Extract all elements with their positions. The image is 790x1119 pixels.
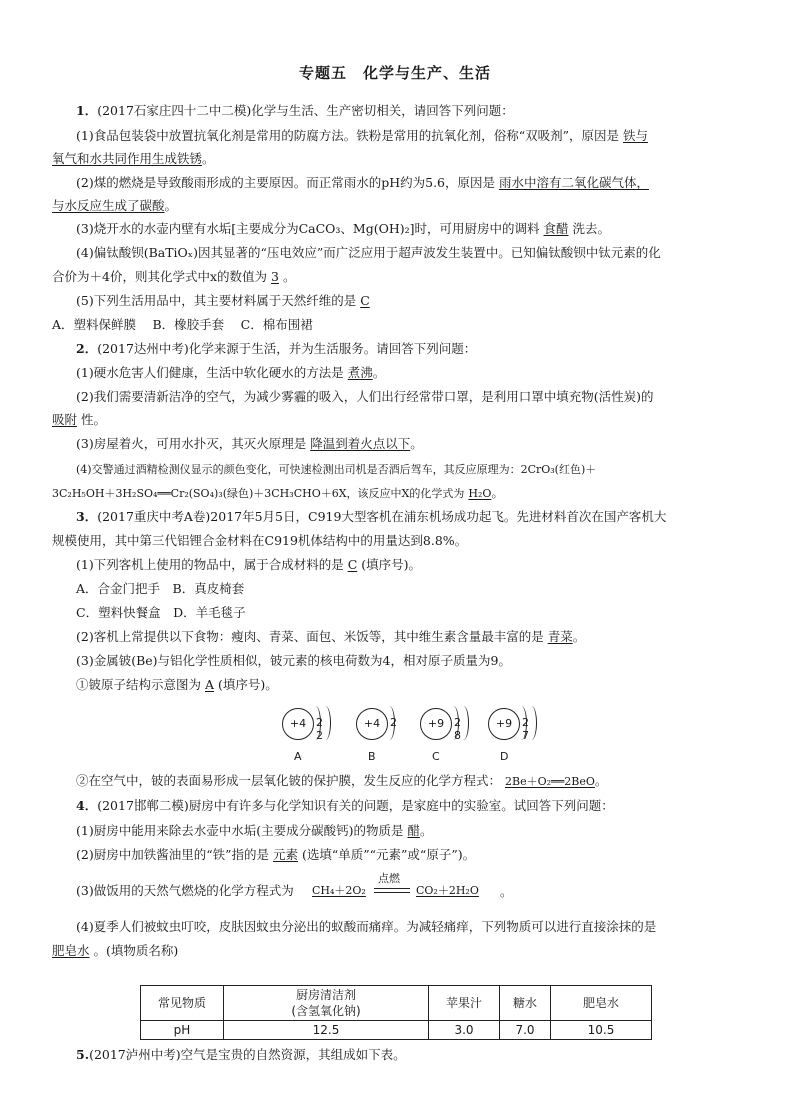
q3-part3: (3)金属铍(Be)与铝化学性质相似，铍元素的核电荷数为4，相对原子质量为9。: [76, 653, 511, 668]
q3-part1: [76, 556, 421, 574]
atom-a-label: A: [294, 750, 302, 763]
q3-part3-sub2: [76, 772, 607, 791]
q2-part2-end: 性。: [81, 412, 107, 427]
q4-part4-line2: [52, 942, 178, 960]
q2-part3-answer: 降温到着火点以下: [310, 436, 411, 451]
atom-d-label: D: [500, 750, 509, 763]
q4-head: (2017邯郸二模)厨房中有许多与化学知识有关的问题，是家庭中的实验室。试回答下列问题：: [97, 798, 614, 813]
q4-part2: [76, 846, 475, 864]
q2-part4-answer: H₂O: [468, 487, 492, 500]
atom-diagram-d: [486, 706, 548, 766]
q1-part3-text: (3)烧开水的水壶内壁有水垢[主要成分为CaCO₃、Mg(OH)₂]时，可用厨房中的调料: [76, 221, 540, 236]
q1-part4-answer: 3: [271, 269, 279, 284]
q4-part2-end: (选填“单质”“元素”或“原子”)。: [301, 847, 476, 862]
atom-b-shells: 2: [390, 716, 400, 729]
q1-part2-answer-a: 雨水中溶有二氧化碳气体，: [498, 175, 649, 190]
q2-part3: [76, 435, 423, 453]
q4-part3-condition: 点燃: [378, 872, 400, 885]
ph-table-header-substance: 常见物质: [141, 986, 224, 1021]
atom-diagram-c: [418, 706, 480, 766]
q1-part1-line2: [52, 150, 215, 168]
q3-part3-sub1-end: (填序号)。: [218, 677, 278, 692]
q2-part3-end: 。: [410, 436, 423, 451]
ph-table-row-label: pH: [141, 1021, 224, 1040]
q1-part4-text: (4)偏钛酸钡(BaTiOₓ)因其显著的“压电效应”而广泛应用于超声波发生装置中。已知偏钛酸钡中钛元素的化: [76, 245, 661, 260]
atom-b-label: B: [368, 750, 376, 763]
q4-part3-text: (3)做饭用的天然气燃烧的化学方程式为: [76, 883, 294, 898]
q4-part3-products: CO₂＋2H₂O: [416, 884, 479, 897]
q1-part2-end: 。: [164, 198, 178, 213]
q3-part2: [76, 628, 585, 646]
q1-part4-line1: [76, 244, 661, 262]
q4-part1: [76, 822, 432, 840]
q4-part2-answer: 元素: [272, 847, 298, 862]
atom-d-nucleus: +9: [488, 708, 520, 740]
ph-table-cell: 10.5: [551, 1021, 652, 1040]
q2-part2-line1: [76, 388, 653, 406]
q1-number: 1．: [76, 103, 98, 118]
page-title: 专题五 化学与生产、生活: [298, 64, 491, 82]
q2-part4-line2: [52, 484, 504, 503]
ph-table-value-row: [141, 1021, 652, 1040]
q1-part3-answer: 食醋: [543, 221, 569, 236]
q4-number: 4．: [76, 798, 98, 813]
q3-part3-sub1-text: ①铍原子结构示意图为: [76, 677, 202, 692]
q4-part4-end: 。(填物质名称): [93, 943, 179, 958]
q1-part2-answer-b: 与水反应生成了碳酸: [52, 198, 165, 213]
q2-part1-text: (1)硬水危害人们健康，生活中软化硬水的方法是: [76, 365, 344, 380]
q1-part1-answer-b: 氧气和水共同作用生成铁锈: [52, 151, 203, 166]
q4-part1-end: 。: [419, 823, 433, 838]
q3-part2-end: 。: [572, 629, 586, 644]
q4-part3-end: 。: [500, 884, 513, 899]
q3-part1-answer: C: [347, 557, 358, 572]
q5-head: (2017泸州中考)空气是宝贵的自然资源，其组成如下表。: [89, 1047, 406, 1062]
q1-part3: [76, 220, 610, 238]
q1-part5-text: (5)下列生活用品中，其主要材料属于天然纤维的是: [76, 293, 357, 308]
q3-part1-options-ab: A．合金门把手 B．真皮椅套: [76, 581, 245, 596]
q3-part2-text: (2)客机上常提供以下食物：瘦肉、青菜、面包、米饭等，其中维生素含量最丰富的是: [76, 629, 544, 644]
q1-part5-options: A．塑料保鲜膜 B．橡胶手套 C．棉布围裙: [52, 317, 313, 332]
q3-header: [76, 508, 666, 526]
q3-part3-sub2-text: ②在空气中，铍的表面易形成一层氧化铍的保护膜，发生反应的化学方程式：: [76, 773, 502, 788]
q4-part4-text: (4)夏季人们被蚊虫叮咬，皮肤因蚊虫分泌出的蚁酸而痛痒。为减轻痛痒，下列物质可以进行直接涂抹的是: [76, 919, 657, 934]
atom-a-shells: 2 2: [316, 716, 326, 742]
q1-part5: [76, 292, 370, 310]
q2-part2-answer: 吸附: [52, 412, 78, 427]
q1-part2-line2: [52, 197, 177, 215]
q3-part3-sub1-answer: A: [205, 677, 215, 692]
q4-part3-text-line: [76, 882, 294, 900]
atom-a-nucleus: +4: [282, 708, 314, 740]
q1-part1-answer-a: 铁与: [622, 128, 648, 143]
ph-table-header-cleaner-name: 厨房清洁剂: [295, 988, 356, 1002]
q1-part1-text: (1)食品包装袋中放置抗氧化剂是常用的防腐方法。铁粉是常用的抗氧化剂，俗称“双吸剂”，原因是: [76, 128, 619, 143]
q4-part3-equals-sign: [374, 888, 410, 893]
q3-head2: 规模使用，其中第三代铝锂合金材料在C919机体结构中的用量达到8.8%。: [52, 533, 468, 548]
q4-part1-answer: 醋: [407, 823, 420, 838]
ph-table-cell: 12.5: [224, 1021, 429, 1040]
q5-number: 5.: [76, 1047, 90, 1062]
q1-part3-end: 洗去。: [572, 221, 611, 236]
atom-structure-diagrams: [280, 706, 550, 766]
ph-table-header-sugar-water: 糖水: [500, 986, 551, 1021]
atom-diagram-b: [354, 706, 416, 766]
q2-part4-text2: 3C₂H₅OH＋3H₂SO₄══Cr₂(SO₄)₃(绿色)＋3CH₃CHO＋6X，该反应中X的化学式为: [52, 487, 465, 500]
ph-table-cell: 7.0: [500, 1021, 551, 1040]
atom-d-shells: 2 7: [522, 716, 532, 742]
q2-part1-end: 。: [372, 365, 386, 380]
q1-part4-end: 。: [282, 269, 296, 284]
q5-header: [76, 1046, 406, 1064]
q4-part2-text: (2)厨房中加铁酱油里的“铁”指的是: [76, 847, 269, 862]
q4-header: [76, 797, 614, 815]
ph-table-cell: 3.0: [429, 1021, 500, 1040]
q1-part4-text2: 合价为＋4价，则其化学式中x的数值为: [52, 269, 268, 284]
q2-part4-end: 。: [491, 485, 504, 500]
q2-part4-line1: [76, 460, 596, 479]
q2-part1: [76, 364, 385, 382]
ph-table-header-soapy-water: 肥皂水: [551, 986, 652, 1021]
q3-part1-end: (填序号)。: [361, 557, 422, 572]
q1-part2-text: (2)煤的燃烧是导致酸雨形成的主要原因。而正常雨水的pH约为5.6，原因是: [76, 175, 495, 190]
q2-part4-text: (4)交警通过酒精检测仪显示的颜色变化，可快速检测出司机是否酒后驾车，其反应原理为：2CrO₃(红色)＋: [76, 463, 597, 476]
atom-diagram-a: [280, 706, 342, 766]
q2-part2-text: (2)我们需要清新洁净的空气，为减少雾霾的吸入，人们出行经常带口罩，是利用口罩中填充物(活性炭)的: [76, 389, 654, 404]
ph-table: [140, 985, 652, 1040]
q4-part3-equation: [312, 870, 512, 910]
q1-part1-end: 。: [202, 151, 215, 166]
q2-part1-answer: 煮沸: [347, 365, 373, 380]
q3-part1-options-cd: C．塑料快餐盒 D．羊毛毯子: [76, 605, 246, 620]
q2-number: 2．: [76, 341, 98, 356]
q4-part4-line1: [76, 918, 656, 936]
q2-part2-line2: [52, 411, 106, 429]
q1-part1-line1: [76, 127, 648, 145]
q3-part1-text: (1)下列客机上使用的物品中，属于合成材料的是: [76, 557, 344, 572]
atom-c-shells: 2 8: [454, 716, 464, 742]
q3-part3-sub2-end: 。: [594, 773, 608, 788]
atom-c-label: C: [432, 750, 440, 763]
q3-head: (2017重庆中考A卷)2017年5月5日，C919大型客机在浦东机场成功起飞。先进材料首次在国产客机大: [97, 509, 667, 524]
q1-part2-line1: [76, 174, 649, 192]
q4-part1-text: (1)厨房中能用来除去水壶中水垢(主要成分碳酸钙)的物质是: [76, 823, 404, 838]
q2-part3-text: (3)房屋着火，可用水扑灭，其灭火原理是: [76, 436, 307, 451]
ph-table-header-cleaner-note: (含氢氧化钠): [291, 1004, 361, 1018]
q1-part5-answer: C: [360, 293, 370, 308]
q2-header: [76, 340, 476, 358]
ph-table-header-row: [141, 986, 652, 1021]
q1-header: [76, 102, 514, 120]
q3-part2-answer: 青菜: [547, 629, 573, 644]
atom-b-nucleus: +4: [356, 708, 388, 740]
q4-part4-answer: 肥皂水: [52, 943, 90, 958]
ph-table-header-apple-juice: 苹果汁: [429, 986, 500, 1021]
q1-head: (2017石家庄四十二中二模)化学与生活、生产密切相关，请回答下列问题：: [97, 103, 514, 118]
q3-number: 3．: [76, 509, 98, 524]
q4-part3-reactants: CH₄＋2O₂: [312, 884, 366, 897]
q2-head: (2017达州中考)化学来源于生活，并为生活服务。请回答下列问题：: [97, 341, 477, 356]
q3-part3-sub1: [76, 676, 278, 694]
atom-c-nucleus: +9: [420, 708, 452, 740]
ph-table-header-cleaner: [224, 986, 429, 1021]
q3-part3-sub2-answer: 2Be＋O₂══2BeO: [505, 775, 595, 788]
q1-part4-line2: [52, 268, 295, 286]
